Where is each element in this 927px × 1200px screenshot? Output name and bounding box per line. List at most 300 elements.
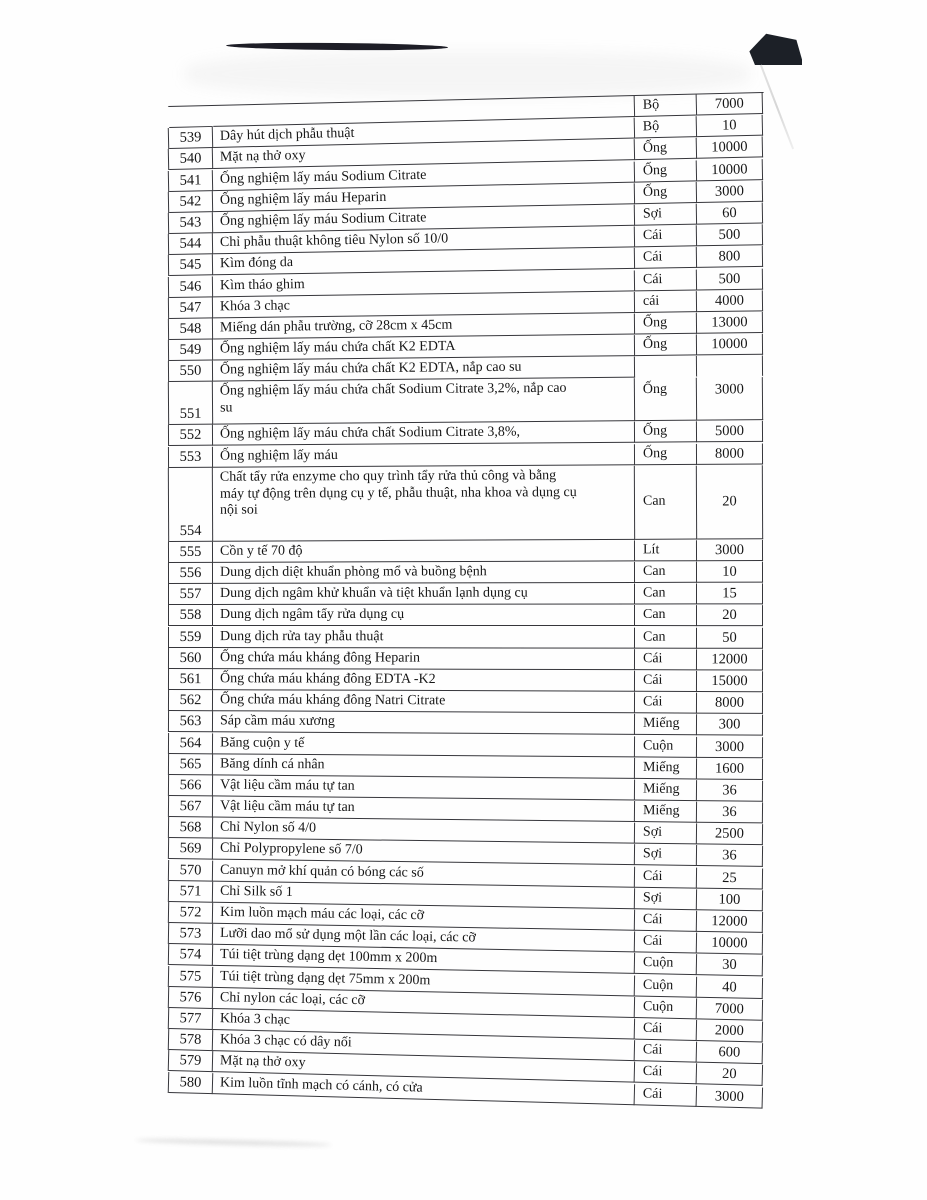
unit-cell <box>635 160 697 182</box>
row-number-cell-text: 552 <box>179 427 202 444</box>
unit-cell <box>635 627 697 648</box>
row-number-cell <box>169 775 213 797</box>
quantity-cell <box>697 889 763 911</box>
table-row <box>168 443 764 468</box>
row-number-cell <box>169 817 213 839</box>
quantity-cell-text: 7000 <box>714 95 745 112</box>
quantity-cell <box>697 181 763 203</box>
unit-cell-text: Cái <box>642 911 663 928</box>
row-number-cell <box>169 860 213 882</box>
row-number-cell-text: 550 <box>179 362 202 379</box>
table-row <box>168 378 764 426</box>
row-number-cell-text: 546 <box>179 277 202 295</box>
unit-cell <box>635 649 697 670</box>
unit-cell <box>635 975 697 997</box>
quantity-cell <box>697 584 763 605</box>
row-number-cell <box>169 297 213 319</box>
quantity-cell <box>697 137 763 160</box>
item-description-cell <box>213 584 635 606</box>
item-description-cell-text: Ống nghiệm lấy máu chứa chất Sodium Citrate 3,2%, nắp cao su <box>219 381 567 416</box>
row-number-cell <box>169 1008 213 1030</box>
item-description-cell-text: Dung dịch ngâm khử khuẩn và tiệt khuẩn lạnh dụng cụ <box>219 585 528 601</box>
unit-cell-text: Ống <box>642 184 668 200</box>
quantity-cell <box>697 1042 763 1065</box>
unit-cell <box>635 997 697 1020</box>
unit-cell <box>635 1019 697 1042</box>
quantity-cell-text: 15000 <box>711 672 748 689</box>
item-description-cell-text: Vật liệu cầm máu tự tan <box>219 777 355 794</box>
row-number-cell <box>169 318 213 340</box>
unit-cell <box>635 116 697 139</box>
row-number-cell-text: 547 <box>179 299 202 316</box>
item-description-cell-text: Ống nghiệm lấy máu Sodium Citrate <box>219 167 427 187</box>
unit-cell <box>635 714 697 736</box>
row-number-cell <box>169 148 213 170</box>
unit-cell <box>635 953 697 975</box>
unit-cell <box>635 204 697 226</box>
quantity-cell <box>697 224 763 246</box>
item-description-cell <box>213 733 635 757</box>
quantity-cell <box>697 540 763 561</box>
quantity-cell <box>697 290 763 312</box>
item-description-cell-text: Chỉ nylon các loại, các cỡ <box>219 989 366 1008</box>
row-number-cell <box>169 468 213 542</box>
quantity-cell-text: 500 <box>718 270 741 287</box>
item-description-cell-text: Lưỡi dao mổ sử dụng một lần các loại, các cỡ <box>219 925 476 946</box>
quantity-cell-text: 15 <box>722 585 737 602</box>
unit-cell <box>635 584 697 605</box>
unit-cell <box>635 378 697 422</box>
item-description-cell-text: Kim luồn mạch máu các loại, các cỡ <box>219 904 425 924</box>
quantity-cell <box>697 378 763 422</box>
item-description-cell-text: Canuyn mở khí quản có bóng các số <box>219 862 424 881</box>
row-number-cell <box>169 276 213 298</box>
unit-cell <box>635 1084 698 1107</box>
row-number-cell-text: 563 <box>179 713 202 730</box>
quantity-cell-text: 3000 <box>714 541 745 558</box>
item-description-cell-text: Băng dính cá nhân <box>219 755 325 772</box>
row-number-cell <box>169 944 213 966</box>
item-description-cell-text: Mặt nạ thở oxy <box>219 1053 306 1071</box>
quantity-cell-text: 20 <box>722 607 737 624</box>
quantity-cell <box>697 976 763 999</box>
quantity-cell-text: 100 <box>718 891 741 908</box>
quantity-cell <box>697 421 763 443</box>
item-description-cell <box>213 562 635 584</box>
item-description-cell-text: Ống nghiệm lấy máu chứa chất K2 EDTA, nắp cao su <box>219 359 522 378</box>
item-description-cell-text: Khóa 3 chạc có dây nối <box>219 1032 352 1051</box>
quantity-cell-text: 2000 <box>714 1022 745 1039</box>
row-number-cell-text: 549 <box>179 341 202 358</box>
row-number-cell-text: 576 <box>179 988 202 1006</box>
quantity-cell-text: 40 <box>721 978 737 995</box>
unit-cell <box>635 779 697 801</box>
item-description-cell-text: Cồn y tế 70 độ <box>219 543 303 559</box>
unit-cell <box>635 225 697 247</box>
quantity-cell <box>697 736 763 758</box>
unit-cell <box>635 291 697 313</box>
unit-cell <box>635 182 697 204</box>
quantity-cell-text: 36 <box>722 803 737 821</box>
row-number-cell-text: 575 <box>179 967 202 985</box>
unit-cell <box>635 866 697 888</box>
row-number-cell-text: 556 <box>179 564 202 581</box>
row-number-cell-text: 574 <box>179 946 202 963</box>
unit-cell-text: Can <box>642 607 666 623</box>
unit-cell <box>635 562 697 583</box>
quantity-cell <box>697 202 763 224</box>
row-number-cell <box>169 796 213 818</box>
table-row <box>168 648 764 671</box>
item-description-cell <box>213 627 635 649</box>
quantity-cell-text: 60 <box>722 204 737 222</box>
quantity-cell <box>697 312 763 334</box>
row-number-cell-text: 566 <box>179 776 202 794</box>
unit-cell-text: Lít <box>642 541 660 558</box>
quantity-cell-text: 3000 <box>714 1087 745 1105</box>
unit-cell-text: Cái <box>642 1064 663 1080</box>
item-description-cell-text: Túi tiệt trùng dạng dẹt 75mm x 200m <box>219 968 431 988</box>
unit-cell <box>635 313 697 335</box>
row-number-cell <box>169 382 213 425</box>
quantity-cell-text: 10000 <box>711 160 748 178</box>
quantity-cell-text: 800 <box>718 248 741 265</box>
unit-cell-text: Miếng <box>642 716 680 732</box>
row-number-cell-text: 541 <box>179 171 202 189</box>
table-row <box>168 562 764 585</box>
unit-cell <box>635 692 697 713</box>
quantity-cell <box>697 954 763 976</box>
page-corner-fold <box>746 31 802 65</box>
item-description-cell-text: Dung dịch ngâm tẩy rửa dụng cụ <box>219 607 405 623</box>
unit-cell-text: Can <box>642 563 666 579</box>
row-number-cell-text: 554 <box>179 522 202 539</box>
table-row <box>168 605 764 626</box>
row-number-cell <box>169 1050 214 1072</box>
row-number-cell-text: 567 <box>179 798 202 815</box>
quantity-cell <box>697 356 763 378</box>
unit-cell <box>635 671 697 692</box>
quantity-cell-text: 600 <box>718 1044 741 1061</box>
row-number-cell <box>169 648 213 669</box>
row-number-cell <box>169 902 213 924</box>
quantity-cell <box>697 562 763 583</box>
quantity-cell-text: 10000 <box>711 138 748 156</box>
unit-cell-text: Sợi <box>642 824 663 841</box>
item-description-cell-text: Chất tẩy rửa enzyme cho quy trình tẩy rửa thủ công và bằng máy tự động trên dụng cụ y tế, phẫu thuật, nha khoa và dụng cụ nội soi <box>219 468 577 518</box>
unit-cell <box>635 334 697 356</box>
unit-cell-text: Cái <box>642 933 663 949</box>
quantity-cell <box>697 159 763 182</box>
row-number-cell-text: 557 <box>179 585 202 603</box>
unit-cell <box>635 356 697 378</box>
page-bottom-shadow <box>136 1138 331 1148</box>
item-description-cell-text: Vật liệu cầm máu tự tan <box>219 798 355 815</box>
item-description-cell-text: Ống nghiệm lấy máu Sodium Citrate <box>219 210 427 229</box>
row-number-cell <box>169 255 213 277</box>
quantity-cell-text: 3000 <box>714 182 745 200</box>
row-number-cell <box>169 690 213 711</box>
quantity-cell-text: 8000 <box>714 445 745 462</box>
unit-cell <box>635 888 697 910</box>
unit-cell <box>635 247 697 269</box>
quantity-cell-text: 25 <box>722 869 737 886</box>
row-number-cell <box>169 446 213 467</box>
item-description-cell-text: Chỉ Nylon số 4/0 <box>219 819 317 836</box>
unit-cell-text: Miếng <box>642 759 680 775</box>
quantity-cell <box>697 465 763 539</box>
row-number-cell-text: 578 <box>179 1031 202 1048</box>
item-description-cell-text: Chỉ Polypropylene số 7/0 <box>219 840 363 858</box>
unit-cell <box>635 845 697 867</box>
quantity-cell-text: 20 <box>721 1066 737 1083</box>
unit-cell-text: Cuộn <box>642 998 674 1015</box>
quantity-cell <box>697 443 763 465</box>
quantity-cell <box>697 649 763 670</box>
supply-table <box>168 95 764 1105</box>
quantity-cell <box>697 911 763 933</box>
row-number-cell <box>169 605 213 626</box>
row-number-cell-text: 539 <box>179 129 202 146</box>
row-number-cell-text: 548 <box>179 320 202 337</box>
unit-cell-text: Can <box>642 493 666 509</box>
row-number-cell <box>169 1072 214 1094</box>
quantity-cell-text: 8000 <box>714 694 745 711</box>
table-row <box>168 711 764 736</box>
unit-cell-text: Miếng <box>642 781 680 797</box>
item-description-cell-text: Băng cuộn y tế <box>219 734 305 751</box>
row-number-cell-text: 551 <box>179 405 202 422</box>
item-description-cell <box>213 444 635 468</box>
row-number-cell-text: 555 <box>179 543 202 560</box>
item-description-cell <box>213 422 635 446</box>
unit-cell-text: Cái <box>642 868 663 884</box>
unit-cell-text: Miếng <box>642 803 680 819</box>
unit-cell <box>635 605 697 626</box>
row-number-cell <box>169 669 213 690</box>
item-description-cell-text: Dung dịch diệt khuẩn phòng mổ và buồng bệnh <box>219 564 487 580</box>
quantity-cell-text: 36 <box>722 847 737 864</box>
quantity-cell-text: 20 <box>722 493 737 510</box>
unit-cell-text: Cuộn <box>642 977 674 993</box>
unit-cell-text: Ống <box>642 162 668 178</box>
unit-cell <box>635 422 697 444</box>
unit-cell <box>635 932 697 954</box>
row-number-cell <box>169 340 213 362</box>
quantity-cell <box>697 1064 764 1087</box>
quantity-cell <box>697 246 763 268</box>
quantity-cell <box>697 1085 764 1108</box>
unit-cell-text: Ống <box>642 314 668 331</box>
row-number-cell-text: 565 <box>179 755 202 772</box>
unit-cell-text: Ống <box>642 140 668 157</box>
item-description-cell-text: Chỉ Silk số 1 <box>219 883 293 900</box>
table-row <box>168 627 764 649</box>
row-number-cell-text: 561 <box>179 670 202 687</box>
scan-shading <box>185 52 750 96</box>
row-number-cell-text: 560 <box>179 649 202 666</box>
unit-cell <box>635 1062 698 1085</box>
item-description-cell <box>213 605 635 626</box>
quantity-cell-text: 7000 <box>714 1000 745 1017</box>
unit-cell-text: Cuộn <box>642 955 674 971</box>
unit-cell-text: Cái <box>642 672 663 688</box>
unit-cell-text: Cái <box>642 1042 663 1058</box>
quantity-cell-text: 10000 <box>711 934 748 952</box>
quantity-cell-text: 1600 <box>714 760 745 777</box>
quantity-cell-text: 10 <box>722 563 737 580</box>
quantity-cell <box>697 867 763 889</box>
quantity-cell <box>697 605 763 626</box>
item-description-cell <box>213 712 635 736</box>
row-number-cell <box>169 923 213 945</box>
table-row <box>168 669 764 692</box>
item-description-cell-text: Ống chứa máu kháng đông Natri Citrate <box>219 692 446 709</box>
unit-cell <box>635 910 697 932</box>
unit-cell-text: Ống <box>642 445 668 461</box>
unit-cell-text: Ống <box>642 382 668 398</box>
row-number-cell <box>169 754 213 776</box>
quantity-cell <box>697 268 763 290</box>
unit-cell-text: Cái <box>642 1085 663 1102</box>
unit-cell-text: cái <box>642 293 660 309</box>
row-number-cell <box>169 212 213 234</box>
quantity-cell <box>697 780 763 802</box>
row-number-cell-text: 540 <box>179 150 202 167</box>
item-description-cell-text: Dung dịch rửa tay phẫu thuật <box>219 628 384 644</box>
row-number-cell <box>169 966 213 988</box>
unit-cell <box>635 736 697 758</box>
row-number-cell-text: 542 <box>179 192 202 210</box>
item-description-cell-text: Khóa 3 chạc <box>219 1010 291 1028</box>
unit-cell <box>635 801 697 823</box>
unit-cell <box>635 823 697 845</box>
row-number-cell-text: 558 <box>179 607 202 624</box>
quantity-cell-text: 3000 <box>714 738 745 755</box>
table-row <box>168 421 764 446</box>
row-number-cell <box>169 1029 213 1051</box>
quantity-cell <box>697 671 763 692</box>
row-number-cell <box>169 733 213 755</box>
unit-cell-text: Sợi <box>642 846 663 862</box>
item-description-cell-text: Ống nghiệm lấy máu <box>219 447 338 464</box>
unit-cell-text: Cái <box>642 650 663 666</box>
row-number-cell <box>169 425 213 446</box>
unit-cell <box>635 465 697 539</box>
item-description-cell-text: Túi tiệt trùng dạng dẹt 100mm x 200m <box>219 947 438 967</box>
quantity-cell-text: 13000 <box>711 313 748 331</box>
row-number-cell <box>169 987 213 1009</box>
quantity-cell <box>697 693 763 715</box>
row-number-cell-text: 571 <box>179 882 202 900</box>
quantity-cell <box>697 933 763 955</box>
row-number-cell-text: 543 <box>179 214 202 231</box>
quantity-cell-text: 10000 <box>711 335 748 353</box>
unit-cell <box>635 138 697 160</box>
item-description-cell-text: Kim luồn tĩnh mạch có cánh, có cửa <box>219 1074 423 1096</box>
row-number-cell-text: 569 <box>179 840 202 857</box>
item-description-cell <box>213 648 635 670</box>
item-description-cell <box>213 540 635 563</box>
quantity-cell <box>697 845 763 867</box>
item-description-cell-text: Mặt nạ thở oxy <box>219 148 306 166</box>
quantity-cell <box>697 334 763 356</box>
unit-cell <box>635 444 697 466</box>
quantity-cell <box>697 115 763 138</box>
row-number-cell <box>169 881 213 903</box>
unit-cell-text: Sợi <box>642 206 663 222</box>
item-description-cell-text: Ống nghiệm lấy máu chứa chất Sodium Citrate 3,8%, <box>219 424 521 442</box>
row-number-cell-text: 580 <box>179 1073 202 1091</box>
item-description-cell-text: Kìm đóng da <box>219 255 294 272</box>
quantity-cell-text: 2500 <box>714 825 745 842</box>
row-number-cell <box>169 563 213 584</box>
quantity-cell-text: 3000 <box>714 381 744 398</box>
row-number-cell-text: 562 <box>179 692 202 709</box>
supply-table-body <box>168 95 764 1105</box>
row-number-cell-text: 564 <box>179 734 202 751</box>
item-description-cell-text: Ống chứa máu kháng đông EDTA -K2 <box>219 670 436 687</box>
quantity-cell-text: 12000 <box>711 912 748 930</box>
row-number-cell <box>169 191 213 213</box>
row-number-cell-text: 568 <box>179 819 202 836</box>
item-description-cell-text: Khóa 3 chạc <box>219 297 291 314</box>
item-description-cell-text: Chỉ phẫu thuật không tiêu Nylon số 10/0 <box>219 231 449 251</box>
item-description-cell-text: Sáp cầm máu xương <box>219 713 335 730</box>
unit-cell-text: Cái <box>642 694 663 710</box>
quantity-cell-text: 4000 <box>714 292 745 309</box>
unit-cell <box>635 758 697 780</box>
row-number-cell <box>169 233 213 255</box>
row-number-cell <box>169 127 213 149</box>
quantity-cell-text: 12000 <box>711 650 748 668</box>
row-number-cell-text: 570 <box>179 861 202 878</box>
row-number-cell <box>169 106 213 128</box>
unit-cell-text: Can <box>642 585 666 601</box>
row-number-cell-text: 572 <box>179 904 202 921</box>
table-row <box>168 540 764 563</box>
item-description-cell-text: Kìm tháo ghim <box>219 276 305 293</box>
quantity-cell <box>697 998 763 1021</box>
row-number-cell-text: 577 <box>179 1010 202 1027</box>
quantity-cell <box>697 758 763 780</box>
row-number-cell <box>169 584 213 605</box>
quantity-cell <box>697 93 763 116</box>
unit-cell-text: Cái <box>642 249 663 265</box>
row-number-cell-text: 544 <box>179 235 202 252</box>
row-number-cell-text: 559 <box>179 628 202 645</box>
unit-cell-text: Can <box>642 629 666 645</box>
item-description-cell <box>213 690 635 713</box>
quantity-cell <box>697 1020 763 1043</box>
item-description-cell <box>213 466 635 542</box>
unit-cell-text: Cái <box>642 1020 663 1036</box>
row-number-cell <box>169 170 213 192</box>
quantity-cell-text: 5000 <box>714 423 745 440</box>
row-number-cell-text: 553 <box>179 448 202 465</box>
item-description-cell-text: Dây hút dịch phẫu thuật <box>219 125 355 144</box>
table-row <box>168 584 764 606</box>
row-number-cell-text: 579 <box>179 1052 202 1069</box>
item-description-cell-text: Miếng dán phẫu trường, cỡ 28cm x 45cm <box>219 317 453 336</box>
unit-cell-text: Bộ <box>642 97 660 113</box>
row-number-cell-text: 573 <box>179 925 202 942</box>
quantity-cell-text: 500 <box>718 226 741 243</box>
quantity-cell-text: 300 <box>718 716 741 733</box>
unit-cell <box>635 1040 697 1063</box>
scanner-ink-streak <box>226 42 448 51</box>
row-number-cell <box>169 627 213 648</box>
